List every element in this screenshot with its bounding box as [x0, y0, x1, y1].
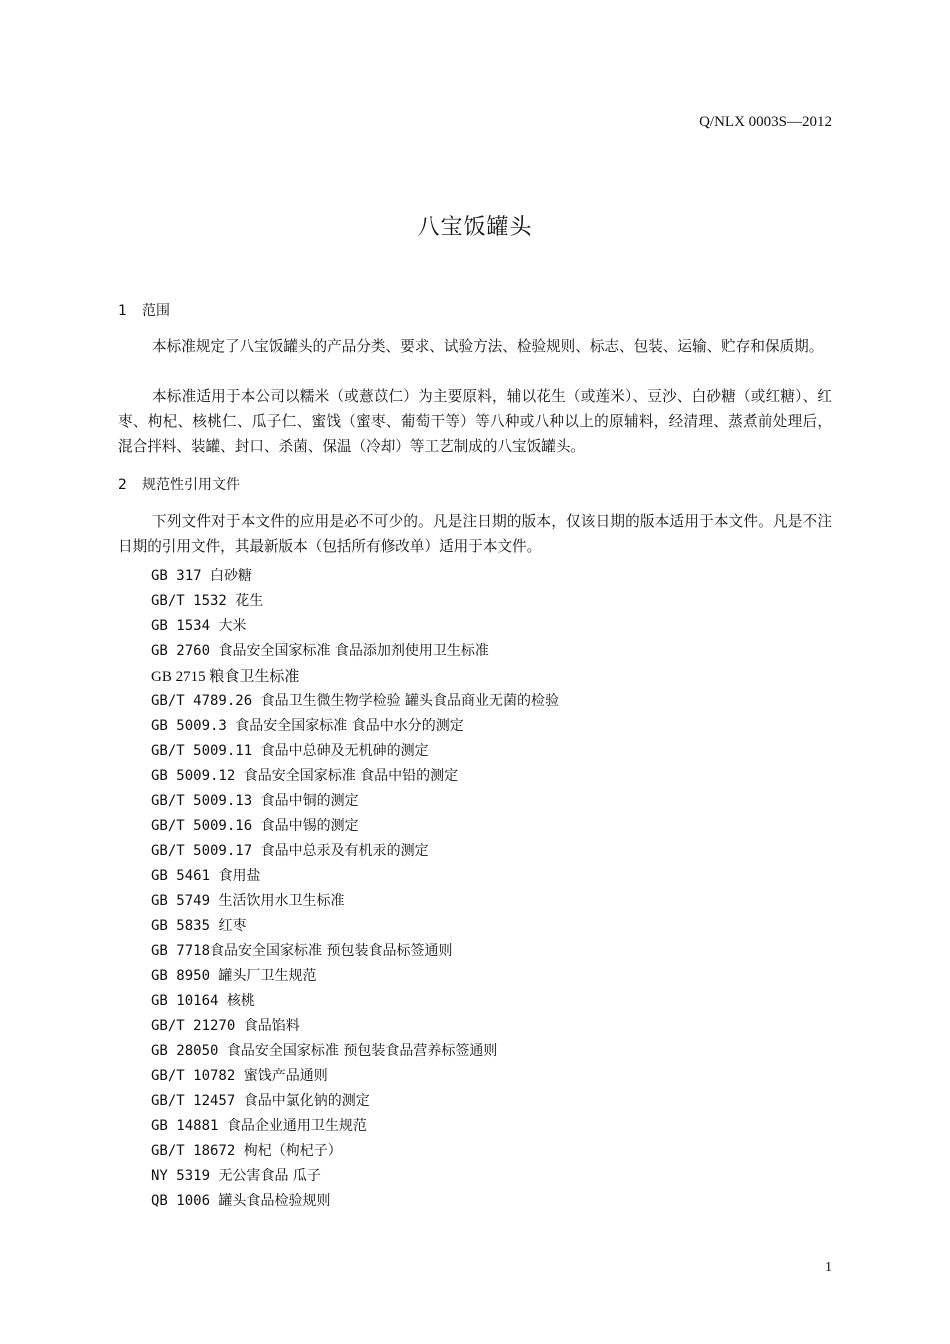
reference-code: GB/T 21270 [151, 1018, 236, 1034]
reference-item [151, 1089, 559, 1114]
reference-item [151, 1139, 559, 1164]
reference-code: GB/T 10782 [151, 1068, 236, 1084]
reference-code: GB 5009.12 [151, 768, 236, 784]
reference-name: 食用盐 [218, 868, 261, 884]
reference-item [151, 664, 559, 689]
reference-code: GB 28050 [151, 1043, 219, 1059]
reference-item [151, 639, 559, 664]
reference-item [151, 964, 559, 989]
reference-code: NY 5319 [151, 1168, 211, 1184]
reference-code: GB/T 1532 [151, 593, 227, 609]
reference-name: 粮食卫生标准 [209, 667, 300, 685]
reference-code: GB/T 5009.13 [151, 793, 253, 809]
reference-name: 食品中总汞及有机汞的测定 [260, 843, 429, 859]
reference-name: 红枣 [218, 918, 247, 934]
reference-name: 枸杞（枸杞子） [243, 1143, 342, 1159]
reference-code: GB 8950 [151, 968, 211, 984]
reference-name: 核桃 [226, 993, 255, 1009]
scope-paragraph-2: 本标准适用于本公司以糯米（或薏苡仁）为主要原料，辅以花生（或莲米）、豆沙、白砂糖（或红糖）、红枣、枸杞、核桃仁、瓜子仁、蜜饯（蜜枣、葡萄干等）等八种或八种以上的原辅料，经清理、蒸煮前处理后，混合拌料、装罐、封口、杀菌、保温（冷却）等工艺制成的八宝饭罐头。 [118, 388, 832, 455]
reference-item [151, 1114, 559, 1139]
reference-name: 食品中铜的测定 [260, 793, 359, 809]
reference-name: 罐头厂卫生规范 [218, 968, 317, 984]
reference-item [151, 614, 559, 639]
reference-name: 食品中氯化钠的测定 [243, 1093, 370, 1109]
reference-item [151, 1189, 559, 1214]
section-number: 2 [118, 477, 127, 493]
reference-code: GB 1534 [151, 618, 211, 634]
reference-item [151, 839, 559, 864]
standard-code: Q/NLX 0003S—2012 [699, 114, 832, 130]
scope-paragraph-1: 本标准规定了八宝饭罐头的产品分类、要求、试验方法、检验规则、标志、包装、运输、贮存和保质期。 [152, 338, 824, 355]
reference-name: 食品安全国家标准 食品添加剂使用卫生标准 [218, 643, 489, 659]
reference-name: 花生 [235, 593, 264, 609]
reference-code: GB/T 5009.17 [151, 843, 253, 859]
page-number: 1 [825, 1260, 832, 1275]
references-intro-paragraph: 下列文件对于本文件的应用是必不可少的。凡是注日期的版本，仅该日期的版本适用于本文件。凡是不注日期的引用文件，其最新版本（包括所有修改单）适用于本文件。 [118, 513, 832, 555]
reference-name: 蜜饯产品通则 [243, 1068, 328, 1084]
reference-item [151, 689, 559, 714]
reference-code: GB/T 5009.16 [151, 818, 253, 834]
reference-item [151, 1039, 559, 1064]
reference-item [151, 739, 559, 764]
reference-item [151, 989, 559, 1014]
reference-code: QB 1006 [151, 1193, 211, 1209]
reference-name: 大米 [218, 618, 247, 634]
reference-code: GB/T 4789.26 [151, 693, 253, 709]
reference-item [151, 789, 559, 814]
section-title: 范围 [142, 303, 170, 319]
document-title: 八宝饭罐头 [417, 215, 533, 240]
section-title: 规范性引用文件 [142, 477, 240, 493]
reference-name: 食品安全国家标准 食品中铅的测定 [243, 768, 459, 784]
reference-item [151, 939, 559, 964]
reference-code: GB/T 12457 [151, 1093, 236, 1109]
reference-item [151, 1014, 559, 1039]
reference-item [151, 764, 559, 789]
reference-name: 食品中总砷及无机砷的测定 [260, 743, 429, 759]
reference-code: GB 10164 [151, 993, 219, 1009]
reference-name: 食品企业通用卫生规范 [226, 1118, 367, 1134]
reference-name: 食品中锡的测定 [260, 818, 359, 834]
reference-item [151, 889, 559, 914]
reference-item [151, 1064, 559, 1089]
section-heading-scope [118, 300, 170, 320]
reference-name: 食品安全国家标准 预包装食品营养标签通则 [226, 1043, 498, 1059]
reference-list [151, 564, 559, 1214]
reference-name: 生活饮用水卫生标准 [218, 893, 345, 909]
reference-code: GB 2715 [151, 669, 206, 685]
reference-code: GB 5835 [151, 918, 211, 934]
reference-item [151, 914, 559, 939]
section-heading-normative-references [118, 474, 240, 494]
reference-code: GB 5461 [151, 868, 211, 884]
reference-code: GB 2760 [151, 643, 211, 659]
reference-code: GB 5009.3 [151, 718, 227, 734]
reference-code: GB/T 18672 [151, 1143, 236, 1159]
reference-item [151, 814, 559, 839]
reference-name: 无公害食品 瓜子 [218, 1168, 321, 1184]
reference-item [151, 1164, 559, 1189]
reference-item [151, 714, 559, 739]
reference-code: GB 5749 [151, 893, 211, 909]
reference-name: 白砂糖 [210, 568, 253, 584]
reference-item [151, 564, 559, 589]
reference-name: 食品安全国家标准 食品中水分的测定 [235, 718, 464, 734]
reference-name: 食品卫生微生物学检验 罐头食品商业无菌的检验 [260, 693, 560, 709]
reference-code: GB 317 [151, 568, 202, 584]
reference-code: GB 7718 [151, 943, 211, 959]
reference-name: 食品馅料 [243, 1018, 300, 1034]
reference-code: GB/T 5009.11 [151, 743, 253, 759]
section-number: 1 [118, 303, 127, 319]
reference-code: GB 14881 [151, 1118, 219, 1134]
reference-item [151, 589, 559, 614]
reference-name: 食品安全国家标准 预包装食品标签通则 [210, 943, 453, 959]
reference-name: 罐头食品检验规则 [218, 1193, 331, 1209]
reference-item [151, 864, 559, 889]
